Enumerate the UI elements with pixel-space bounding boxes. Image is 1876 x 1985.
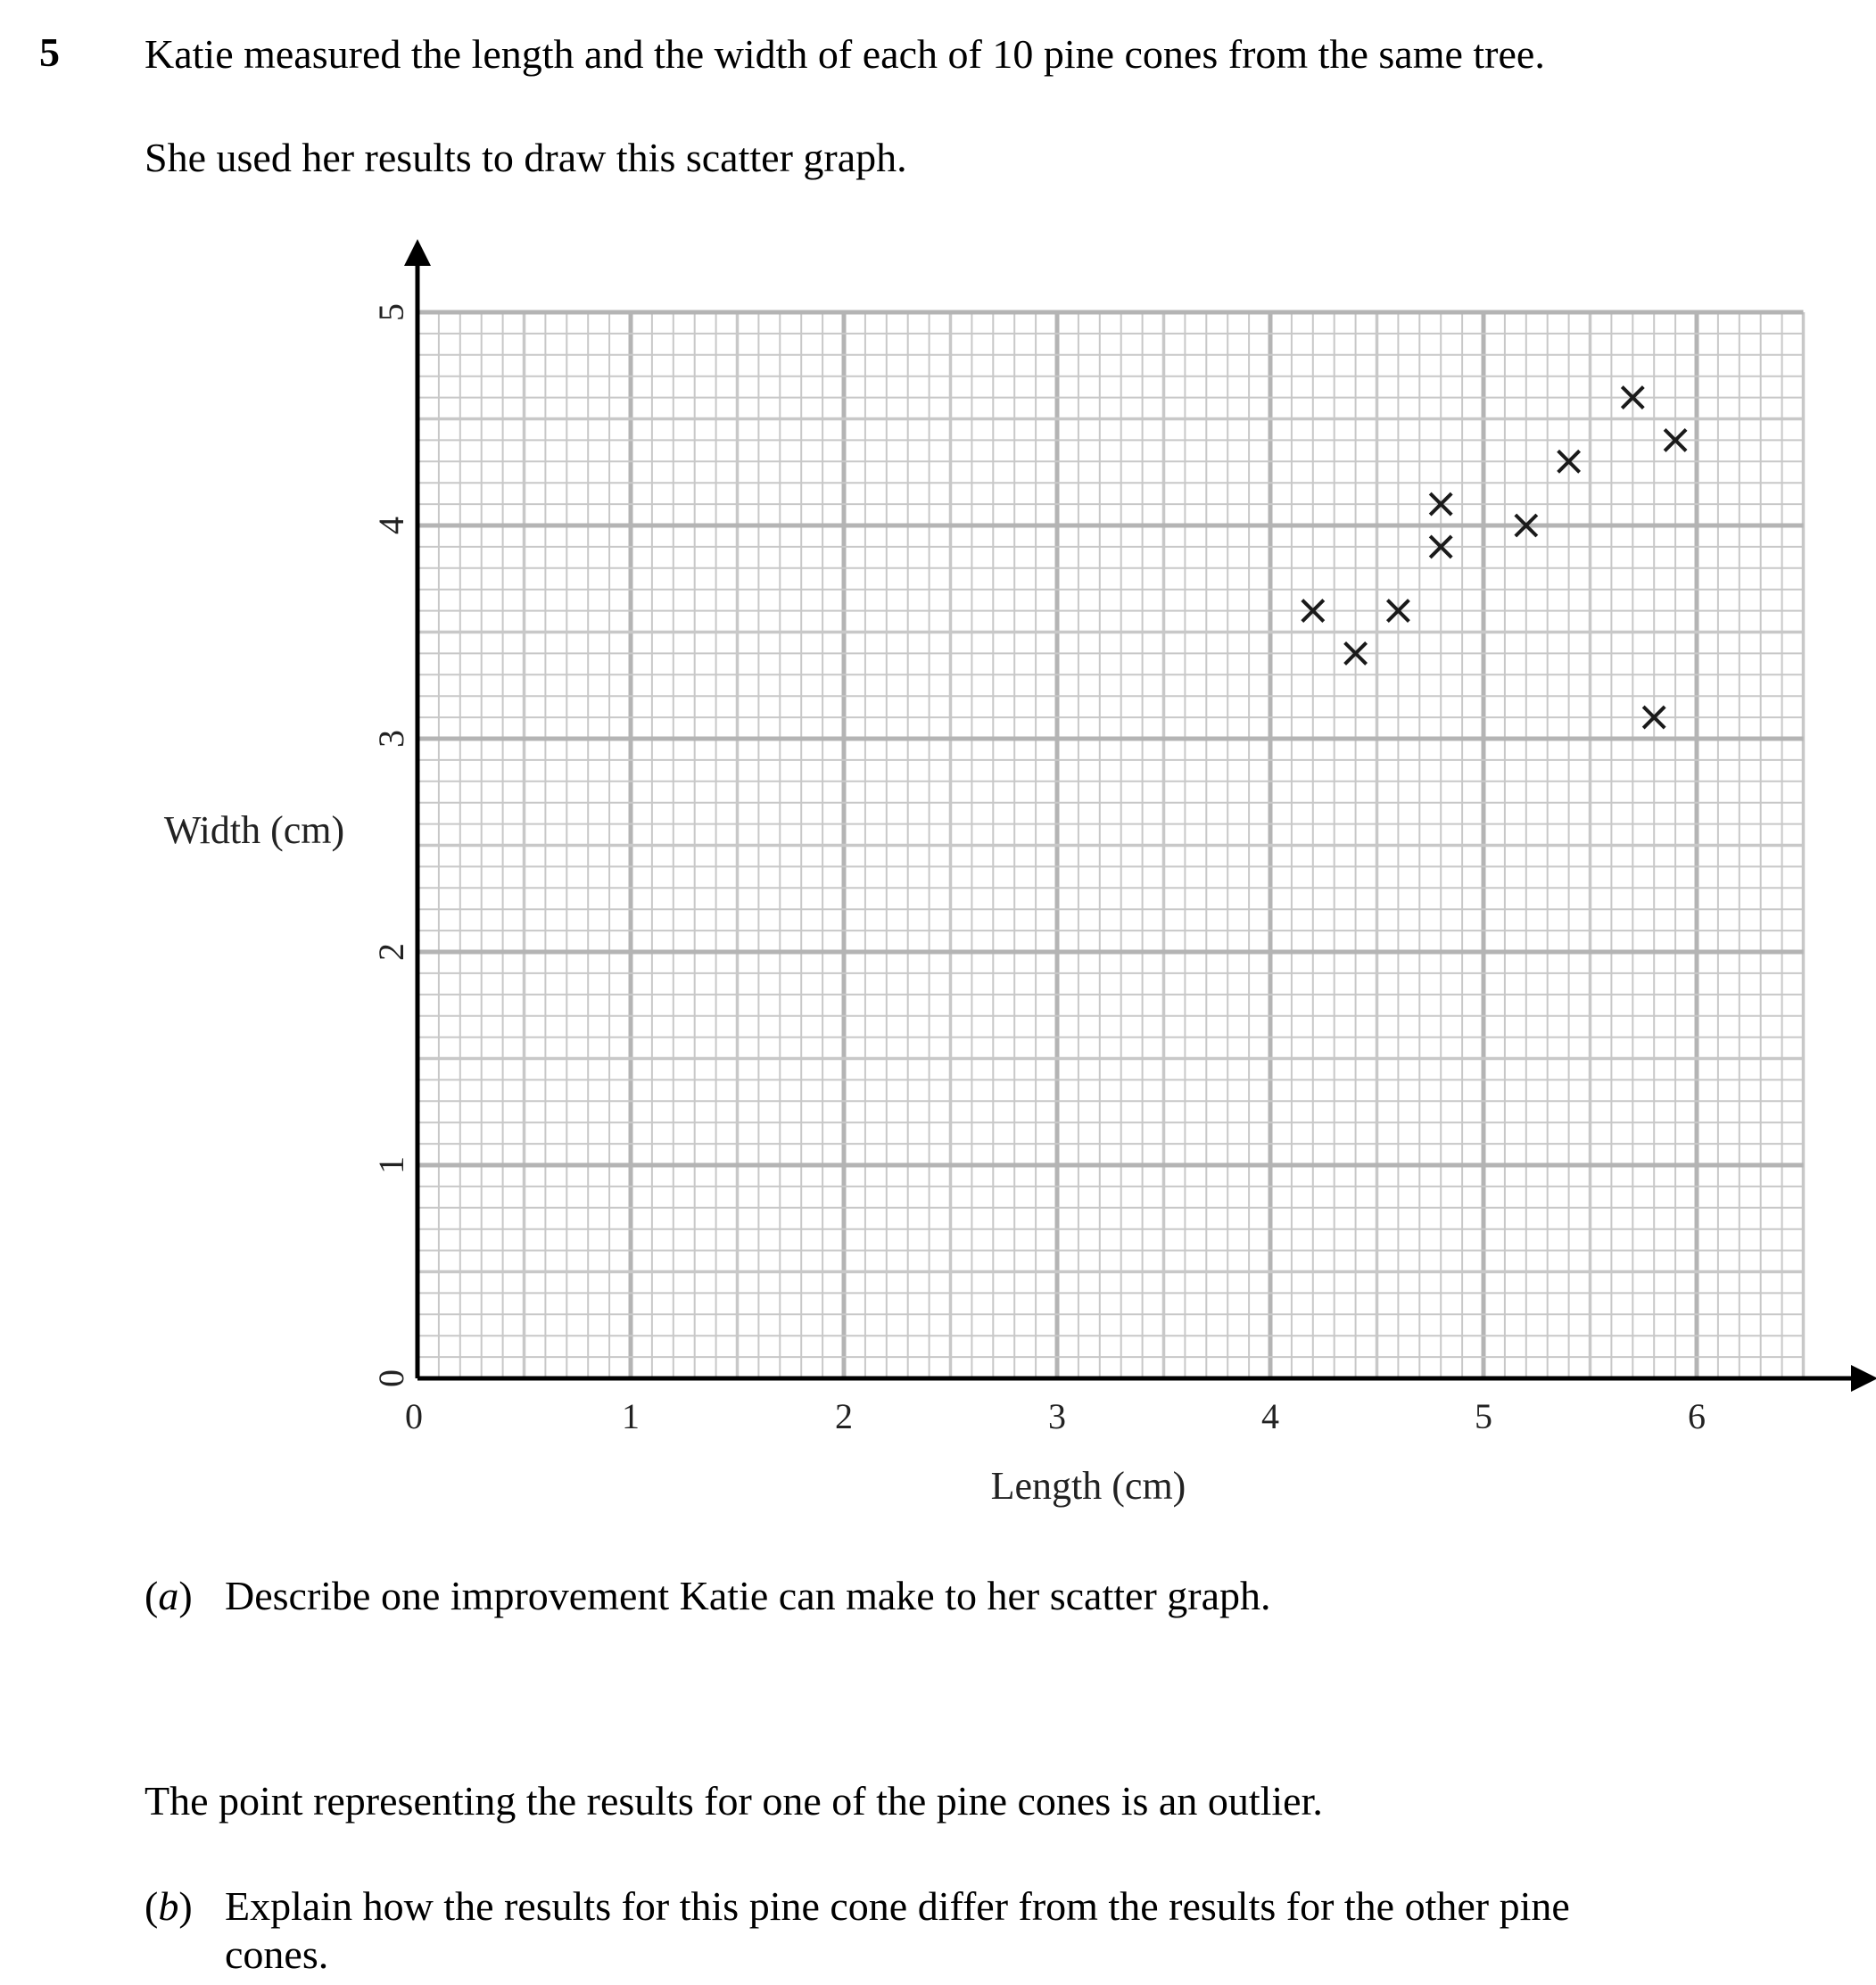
part-b-label: (b) <box>145 1883 193 1929</box>
x-tick-label: 5 <box>1475 1396 1492 1436</box>
y-tick-label: 0 <box>371 1369 411 1387</box>
y-tick-label: 5 <box>371 303 411 321</box>
outlier-statement: The point representing the results for one of the pine cones is an outlier. <box>145 1778 1323 1824</box>
part-a-text: Describe one improvement Katie can make to her scatter graph. <box>225 1573 1271 1618</box>
x-tick-label: 1 <box>622 1396 640 1436</box>
question-number: 5 <box>39 29 60 75</box>
question-intro-line-2: She used her results to draw this scatter graph. <box>145 135 907 180</box>
x-tick-label: 3 <box>1048 1396 1066 1436</box>
x-tick-label: 2 <box>835 1396 853 1436</box>
axes <box>417 252 1864 1378</box>
y-tick-labels <box>371 303 411 1387</box>
x-tick-label: 4 <box>1261 1396 1279 1436</box>
y-tick-label: 2 <box>371 943 411 961</box>
x-tick-label: 6 <box>1688 1396 1706 1436</box>
question-intro-line-1: Katie measured the length and the width of each of 10 pine cones from the same tree. <box>145 31 1545 77</box>
y-axis-label: Width (cm) <box>163 808 345 852</box>
x-tick-label: 0 <box>405 1396 423 1436</box>
data-points <box>1302 387 1686 728</box>
y-tick-label: 3 <box>371 730 411 748</box>
x-tick-labels <box>405 1396 1706 1436</box>
part-b-text-line-2: cones. <box>225 1931 329 1977</box>
y-tick-label: 4 <box>371 517 411 534</box>
part-b-question <box>145 1881 1570 1932</box>
part-b-text-line-1: Explain how the results for this pine cone differ from the results for the other pine <box>225 1883 1570 1929</box>
part-a-label: (a) <box>145 1573 193 1618</box>
grid-paper <box>417 312 1804 1378</box>
x-axis-label: Length (cm) <box>990 1464 1186 1508</box>
y-tick-label: 1 <box>371 1156 411 1174</box>
part-a-question <box>145 1570 1271 1622</box>
